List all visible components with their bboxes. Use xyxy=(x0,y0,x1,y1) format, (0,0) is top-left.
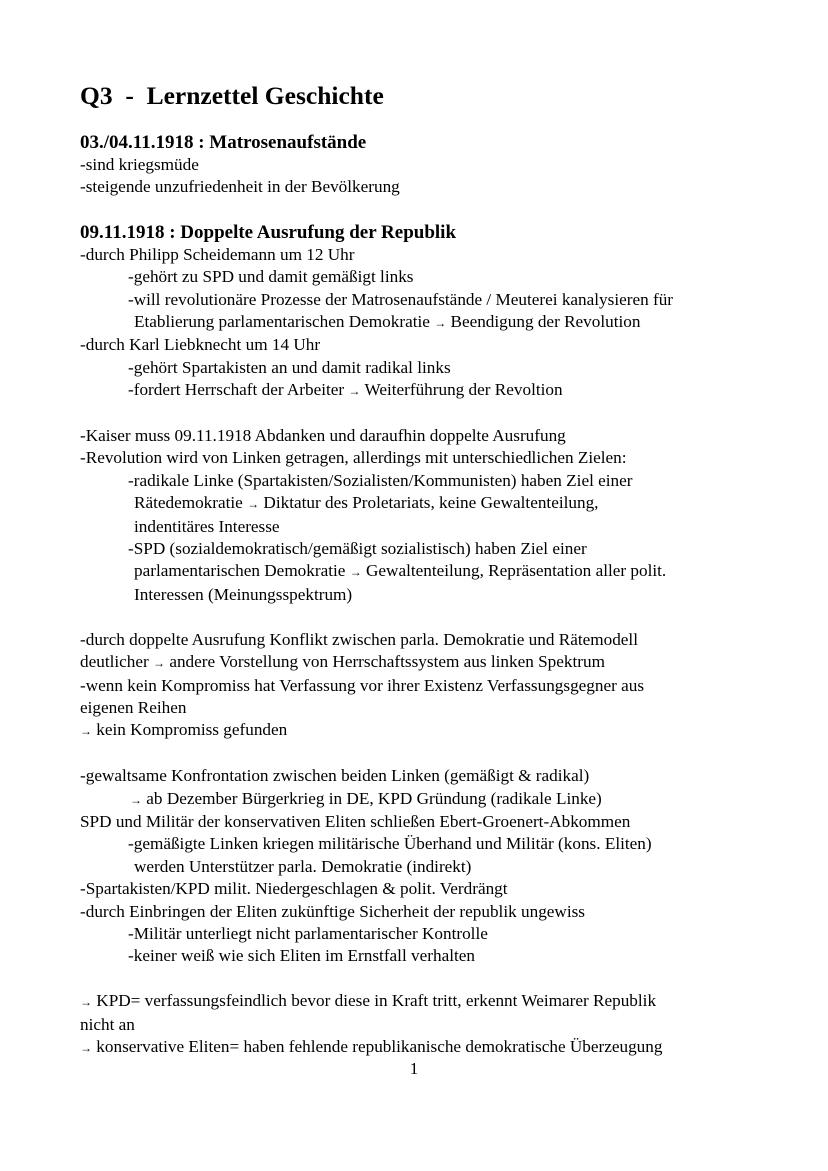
text-line xyxy=(80,990,780,1013)
text-fragment: kein Kompromiss gefunden xyxy=(96,720,288,740)
text-line: -Spartakisten/KPD milit. Niedergeschlagen & polit. Verdrängt xyxy=(80,879,508,899)
text-fragment: -fordert Herrschaft der Arbeiter xyxy=(128,380,345,400)
text-line xyxy=(80,560,780,583)
text-line: -wenn kein Kompromiss hat Verfassung vor ihrer Existenz Verfassungsgegner aus xyxy=(80,675,645,695)
text-fragment: deutlicher xyxy=(80,652,149,672)
text-fragment: Beendigung der Revolution xyxy=(450,312,641,332)
text-fragment: Rätedemokratie xyxy=(134,493,243,513)
text-fragment: parlamentarischen Demokratie xyxy=(134,561,346,581)
text-line xyxy=(80,379,780,402)
section-doppelte-ausrufung xyxy=(80,221,780,403)
page-number: 1 xyxy=(409,1059,419,1078)
section-heading: 09.11.1918 : Doppelte Ausrufung der Republik xyxy=(80,221,457,243)
text-line: indentitäres Interesse xyxy=(134,516,280,536)
text-line xyxy=(80,311,780,334)
text-fragment: Diktatur des Proletariats, keine Gewaltenteilung, xyxy=(263,493,599,513)
text-line: -SPD (sozialdemokratisch/gemäßigt sozialistisch) haben Ziel einer xyxy=(128,539,587,559)
text-line: SPD und Militär der konservativen Eliten schließen Ebert-Groenert-Abkommen xyxy=(80,811,631,831)
text-fragment: Gewaltenteilung, Repräsentation aller polit. xyxy=(366,561,667,581)
arrow-icon: → xyxy=(348,384,361,399)
text-line xyxy=(80,1036,780,1059)
text-fragment: KPD= verfassungsfeindlich bevor diese in Kraft tritt, erkennt Weimarer Republik xyxy=(96,991,657,1011)
text-line: Interessen (Meinungsspektrum) xyxy=(134,584,353,604)
text-fragment: andere Vorstellung von Herrschaftssystem aus linken Spektrum xyxy=(169,652,605,672)
text-fragment: konservative Eliten= haben fehlende republikanische demokratische Überzeugung xyxy=(96,1036,663,1056)
arrow-icon: → xyxy=(349,565,362,580)
text-line: -steigende unzufriedenheit in der Bevölkerung xyxy=(80,177,400,197)
text-line: werden Unterstützer parla. Demokratie (indirekt) xyxy=(134,856,472,876)
block-revolution xyxy=(80,425,780,606)
text-line: -durch doppelte Ausrufung Konflikt zwischen parla. Demokratie und Rätemodell xyxy=(80,629,638,649)
arrow-icon: → xyxy=(247,497,260,512)
text-fragment: Weiterführung der Revoltion xyxy=(364,380,563,400)
text-line: -radikale Linke (Spartakisten/Sozialisten/Kommunisten) haben Ziel einer xyxy=(128,470,633,490)
block-konflikt xyxy=(80,629,780,743)
arrow-icon: → xyxy=(130,792,142,807)
arrow-icon: → xyxy=(80,724,92,739)
text-line xyxy=(80,492,780,515)
text-line xyxy=(80,651,780,674)
text-line: -sind kriegsmüde xyxy=(80,155,199,174)
text-line: -keiner weiß wie sich Eliten im Ernstfall verhalten xyxy=(128,946,475,966)
arrow-icon: → xyxy=(80,1040,92,1055)
text-line: -durch Karl Liebknecht um 14 Uhr xyxy=(80,335,321,355)
text-line xyxy=(80,788,780,811)
text-line: -Revolution wird von Linken getragen, allerdings mit unterschiedlichen Zielen: xyxy=(80,448,627,468)
text-line: -will revolutionäre Prozesse der Matrosenaufstände / Meuterei kanalysieren für xyxy=(128,289,674,309)
arrow-icon: → xyxy=(434,316,447,331)
page-title: Q3 - Lernzettel Geschichte xyxy=(80,81,384,110)
text-line: -durch Einbringen der Eliten zukünftige Sicherheit der republik ungewiss xyxy=(80,901,585,921)
text-line: -durch Philipp Scheidemann um 12 Uhr xyxy=(80,244,355,264)
text-line: -Kaiser muss 09.11.1918 Abdanken und daraufhin doppelte Ausrufung xyxy=(80,426,566,446)
section-matrosenaufstaende xyxy=(80,131,780,199)
spacer xyxy=(80,606,780,628)
text-fragment: Etablierung parlamentarischen Demokratie xyxy=(134,312,430,332)
block-konfrontation xyxy=(80,765,780,968)
document-page xyxy=(80,80,780,1059)
spacer xyxy=(80,403,780,425)
spacer xyxy=(80,968,780,990)
text-line: -gehört Spartakisten an und damit radikal links xyxy=(128,357,451,377)
arrow-icon: → xyxy=(153,656,166,671)
text-line xyxy=(80,719,780,742)
block-fazit xyxy=(80,990,780,1059)
text-line: nicht an xyxy=(80,1014,135,1034)
text-fragment: ab Dezember Bürgerkrieg in DE, KPD Gründung (radikale Linke) xyxy=(146,788,602,808)
section-heading: 03./04.11.1918 : Matrosenaufstände xyxy=(80,132,367,153)
text-line: -Militär unterliegt nicht parlamentarischer Kontrolle xyxy=(128,923,488,943)
text-line: -gewaltsame Konfrontation zwischen beiden Linken (gemäßigt & radikal) xyxy=(80,766,590,786)
text-line: -gehört zu SPD und damit gemäßigt links xyxy=(128,267,414,287)
text-line: eigenen Reihen xyxy=(80,697,187,717)
spacer xyxy=(80,743,780,765)
text-line: -gemäßigte Linken kriegen militärische Überhand und Militär (kons. Eliten) xyxy=(128,834,652,854)
arrow-icon: → xyxy=(80,995,92,1010)
